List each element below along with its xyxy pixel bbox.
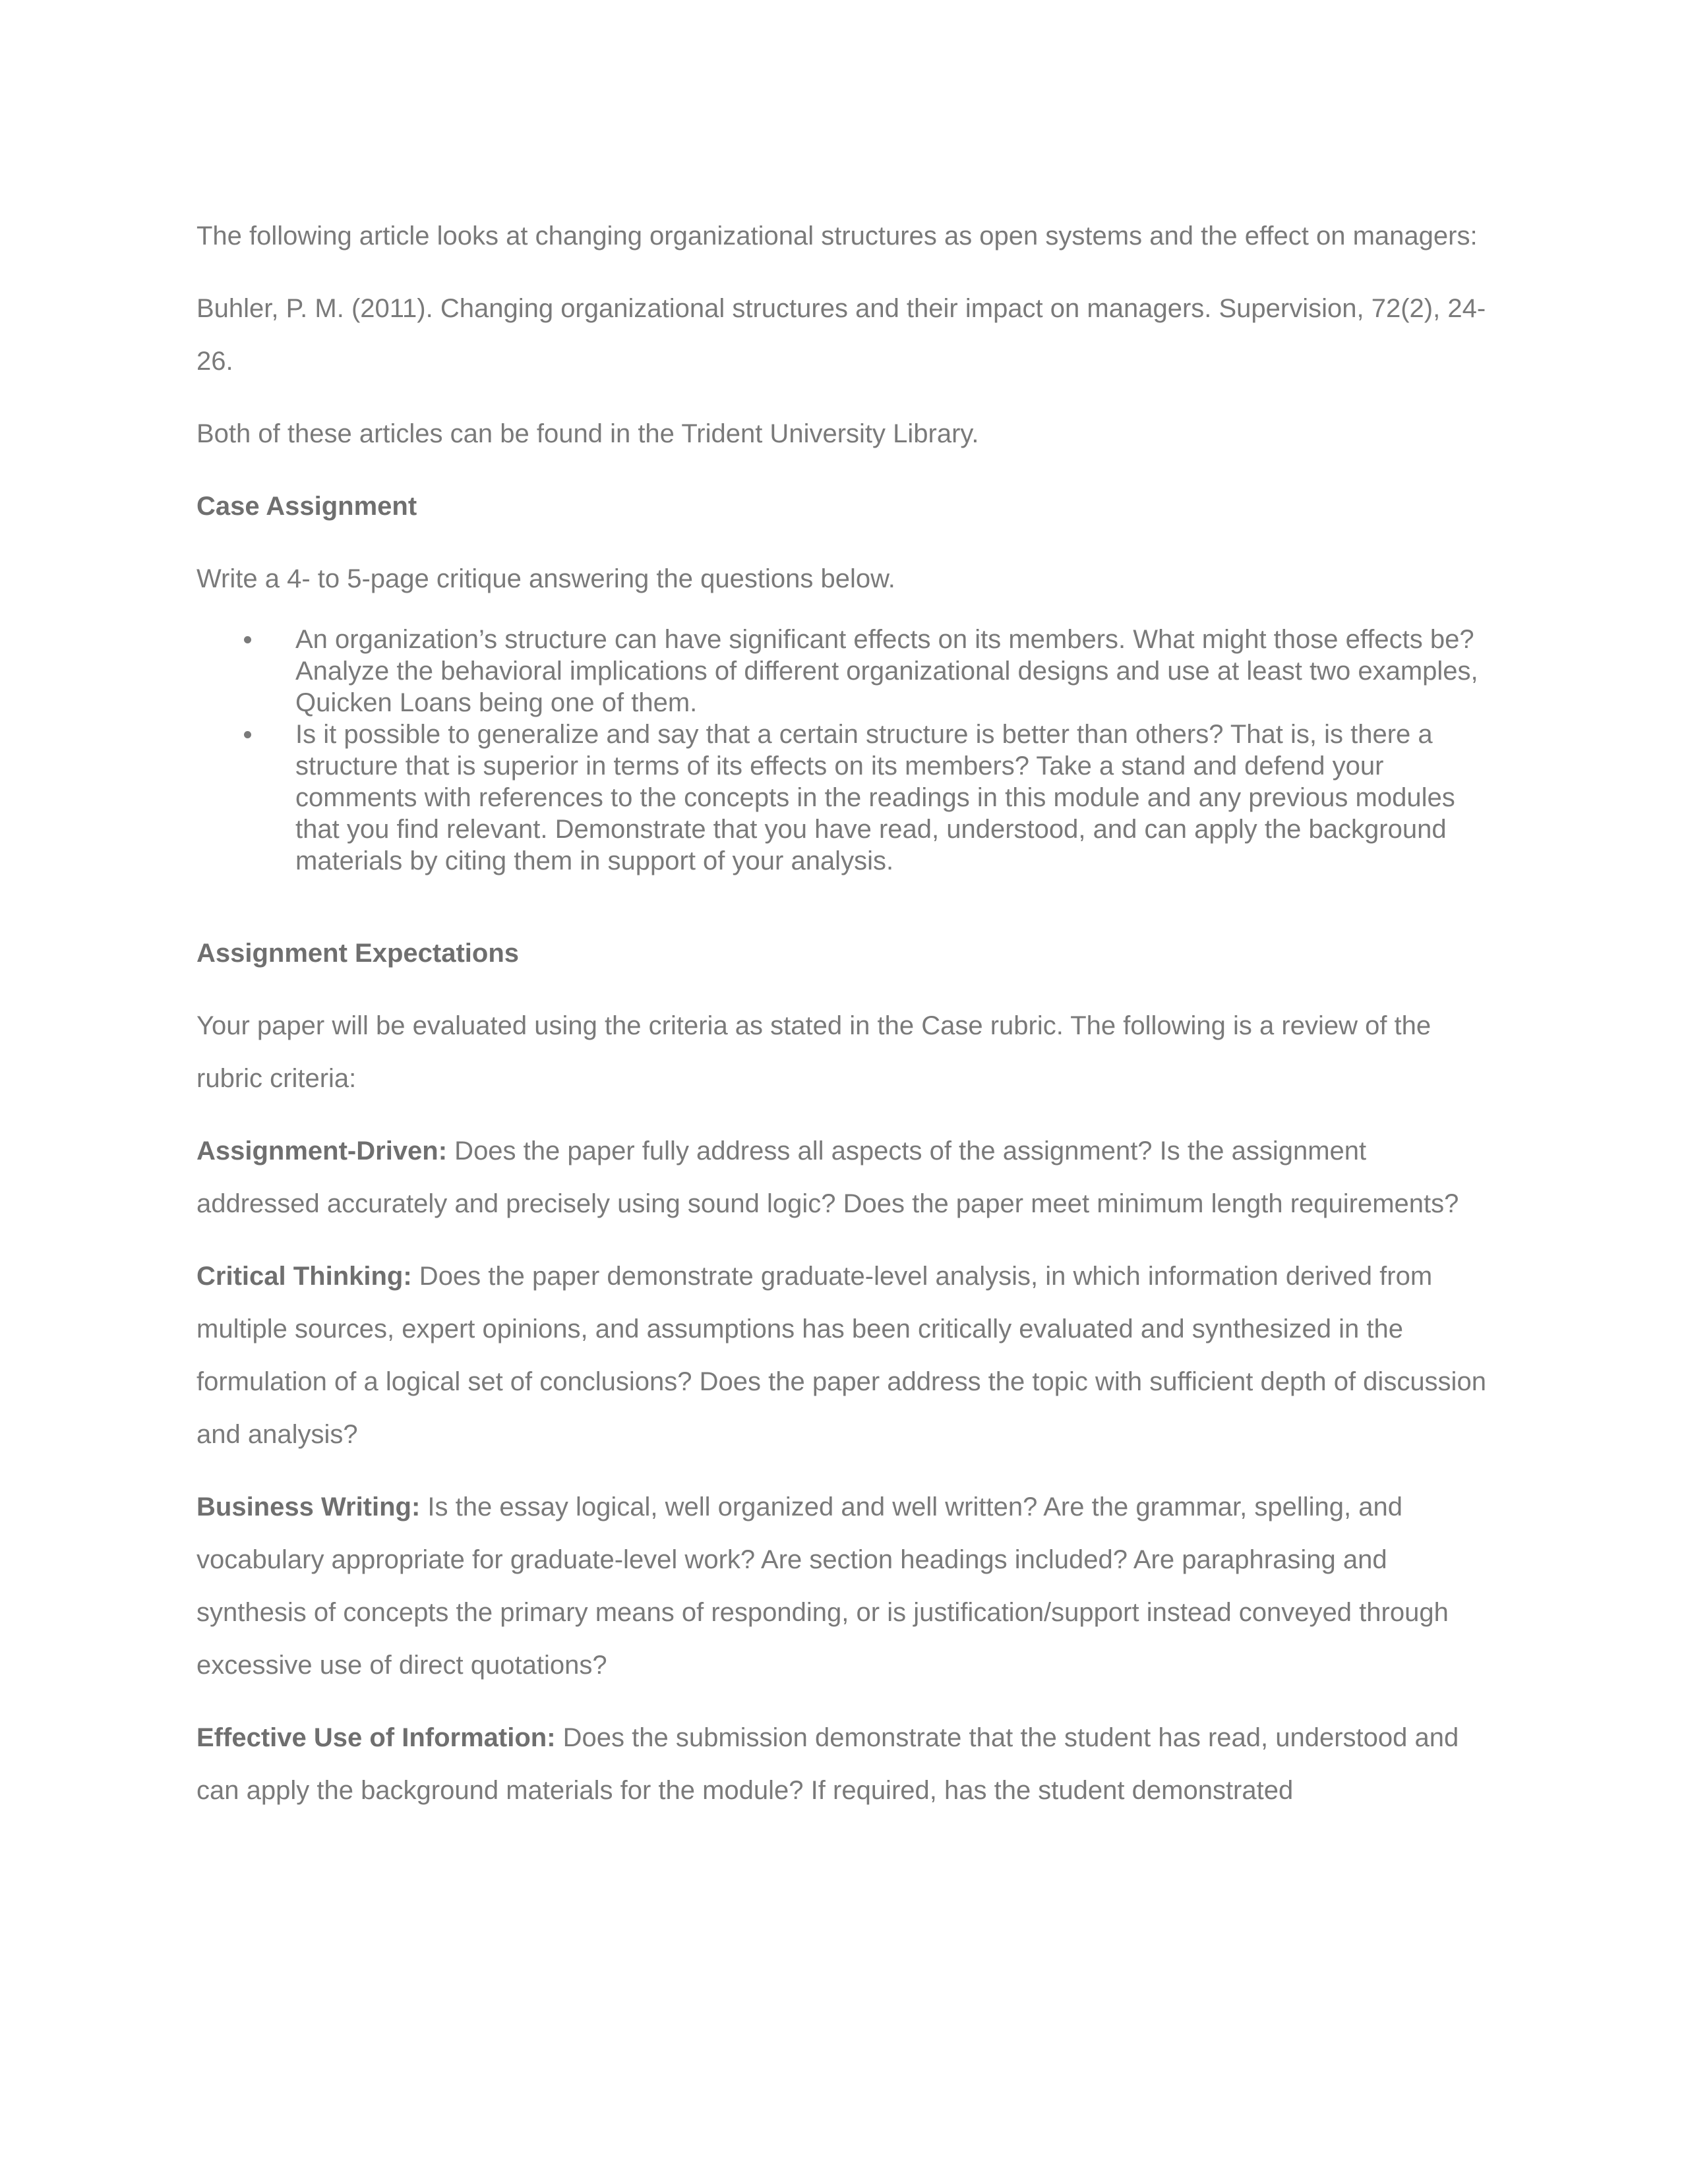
criterion-text: Does the submission demonstrate that the student has read, understood and can apply the background materials for the module? If required, has the student demonstrated [196, 1723, 1459, 1805]
criterion-text: Does the paper demonstrate graduate-level analysis, in which information derived from multiple sources, expert opinions, and assumptions has been critically evaluated and synthesized in the formulation of a logical set of conclusions? Does the paper address the topic with sufficient depth of discussion and analysis? [196, 1262, 1486, 1449]
intro-paragraph: The following article looks at changing organizational structures as open systems and the effect on managers: [196, 221, 1478, 251]
case-assignment-heading: Case Assignment [196, 492, 417, 521]
criterion-label: Business Writing: [196, 1492, 421, 1521]
criterion-effective-use [196, 1711, 1490, 1817]
criterion-label: Assignment-Driven: [196, 1136, 448, 1166]
question-item [196, 624, 1490, 719]
question-item [196, 719, 1490, 877]
bullet-icon [244, 636, 251, 643]
document-page [196, 210, 1490, 1817]
criterion-assignment-driven [196, 1125, 1490, 1230]
bullet-icon [244, 731, 251, 738]
question-text: An organization’s structure can have significant effects on its members. What might those effects be? Analyze the behavioral implications of different organizational designs and use at least two examples, Quicken Loans being one of them. [295, 625, 1478, 717]
criterion-label: Effective Use of Information: [196, 1723, 556, 1752]
criterion-label: Critical Thinking: [196, 1262, 412, 1291]
criterion-text: Is the essay logical, well organized and well written? Are the grammar, spelling, and vocabulary appropriate for graduate-level work? Are section headings included? Are paraphrasing and synthesis of concepts the primary means of responding, or is justification/support instead conveyed through excessive use of direct quotations? [196, 1492, 1449, 1680]
expectations-heading: Assignment Expectations [196, 939, 520, 968]
criterion-text: Does the paper fully address all aspects of the assignment? Is the assignment addressed accurately and precisely using sound logic? Does the paper meet minimum length requirements? [196, 1136, 1459, 1218]
question-list [196, 624, 1490, 877]
question-text: Is it possible to generalize and say that a certain structure is better than others? That is, is there a structure that is superior in terms of its effects on its members? Take a stand and defend your comments with references to the concepts in the readings in this module and any previous modules that you find relevant. Demonstrate that you have read, understood, and can apply the background materials by citing them in support of your analysis. [295, 720, 1455, 875]
criterion-critical-thinking [196, 1250, 1490, 1461]
library-note: Both of these articles can be found in the Trident University Library. [196, 419, 979, 448]
case-instruction: Write a 4- to 5-page critique answering the questions below. [196, 564, 895, 593]
criterion-business-writing [196, 1481, 1490, 1692]
citation-paragraph: Buhler, P. M. (2011). Changing organizational structures and their impact on managers. Supervision, 72(2), 24-26. [196, 294, 1486, 376]
expectations-intro: Your paper will be evaluated using the criteria as stated in the Case rubric. The following is a review of the rubric criteria: [196, 1011, 1432, 1093]
